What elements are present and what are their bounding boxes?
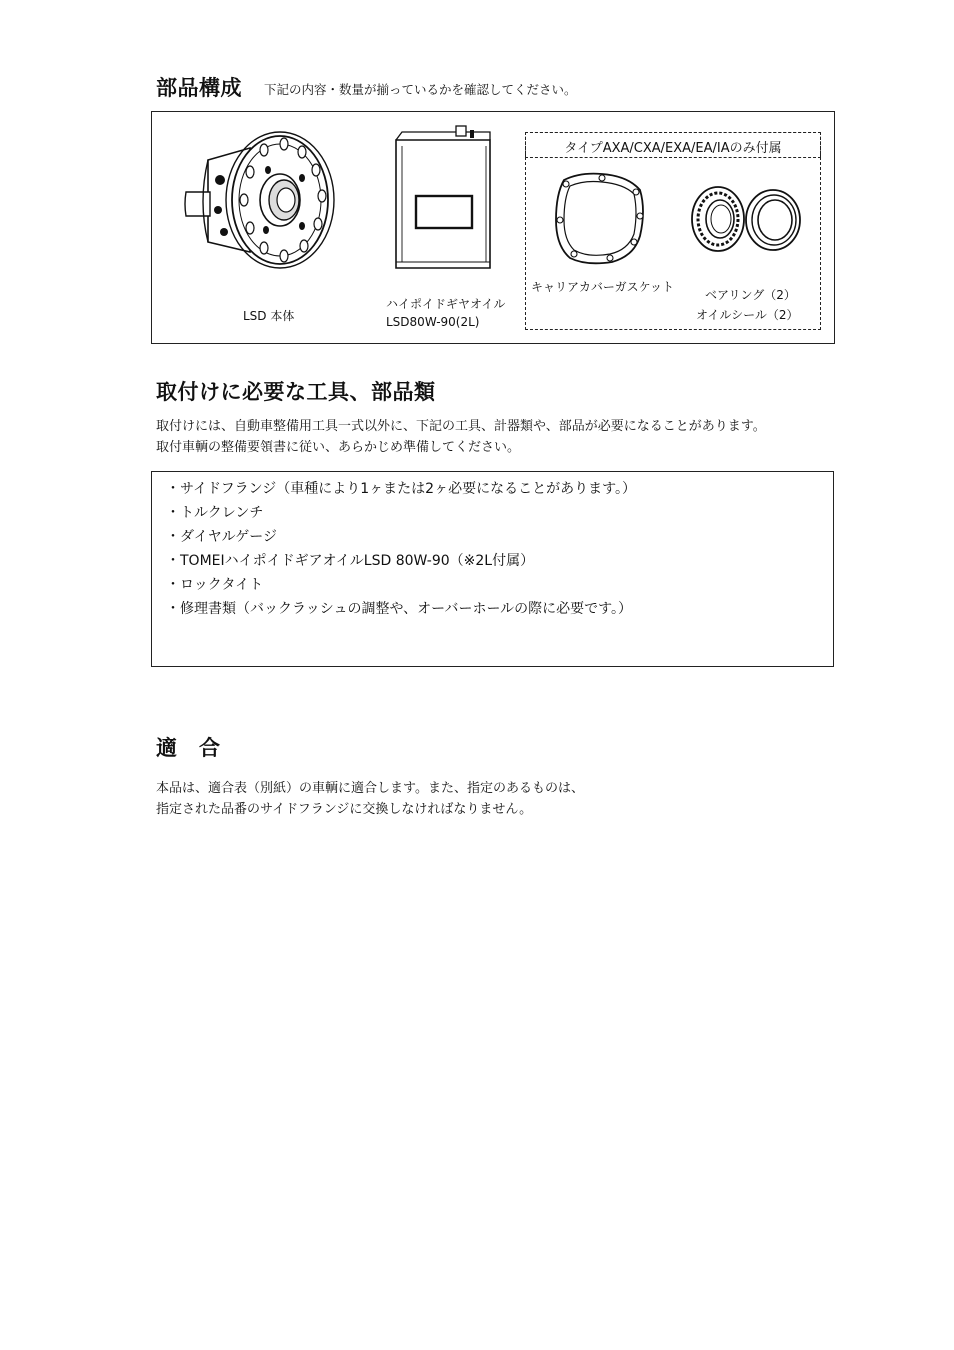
- list-item: ・TOMEIハイポイドギアオイルLSD 80W-90（※2L付属）: [166, 553, 535, 569]
- tools-intro-line2: 取付車輌の整備要領書に従い、あらかじめ準備してください。: [156, 440, 521, 455]
- tools-intro-line1: 取付けには、自動車整備用工具一式以外に、下記の工具、計器類や、部品が必要になることがあります。: [156, 419, 766, 434]
- gasket-illustration: [550, 170, 650, 268]
- oil-seal-label: オイルシール（2）: [696, 308, 799, 322]
- oil-label-line1: ハイポイドギヤオイル: [386, 297, 506, 311]
- tools-list: [166, 477, 636, 621]
- section-subtitle-parts: 下記の内容・数量が揃っているかを確認してください。: [264, 82, 577, 97]
- fit-text-line1: 本品は、適合表（別紙）の車輌に適合します。また、指定のあるものは、: [156, 781, 584, 796]
- lsd-body-label: LSD 本体: [243, 309, 295, 323]
- list-item: ・ダイヤルゲージ: [166, 529, 278, 545]
- bearing-illustration: [688, 184, 748, 254]
- fit-text-line2: 指定された品番のサイドフランジに交換しなければなりません。: [156, 802, 533, 817]
- oil-can-illustration: [390, 126, 500, 274]
- section-title-fit: 適 合: [156, 736, 221, 760]
- bearing-label: ベアリング（2）: [705, 288, 796, 302]
- list-item: ・修理書類（バックラッシュの調整や、オーバーホールの際に必要です。）: [166, 601, 633, 617]
- oil-label-line2: LSD80W-90(2L): [386, 315, 480, 329]
- section-title-tools: 取付けに必要な工具、部品類: [156, 380, 436, 404]
- section-title-parts: 部品構成: [156, 76, 242, 100]
- list-item: ・ロックタイト: [166, 577, 264, 593]
- list-item: ・サイドフランジ（車種により1ヶまたは2ヶ必要になることがあります。）: [166, 481, 636, 497]
- list-item: ・トルクレンチ: [166, 505, 264, 521]
- lsd-body-illustration: [180, 130, 340, 280]
- oil-seal-illustration: [743, 188, 803, 252]
- gasket-label: キャリアカバーガスケット: [531, 280, 675, 294]
- type-note: タイプAXA/CXA/EXA/EA/IAのみ付属: [564, 141, 782, 156]
